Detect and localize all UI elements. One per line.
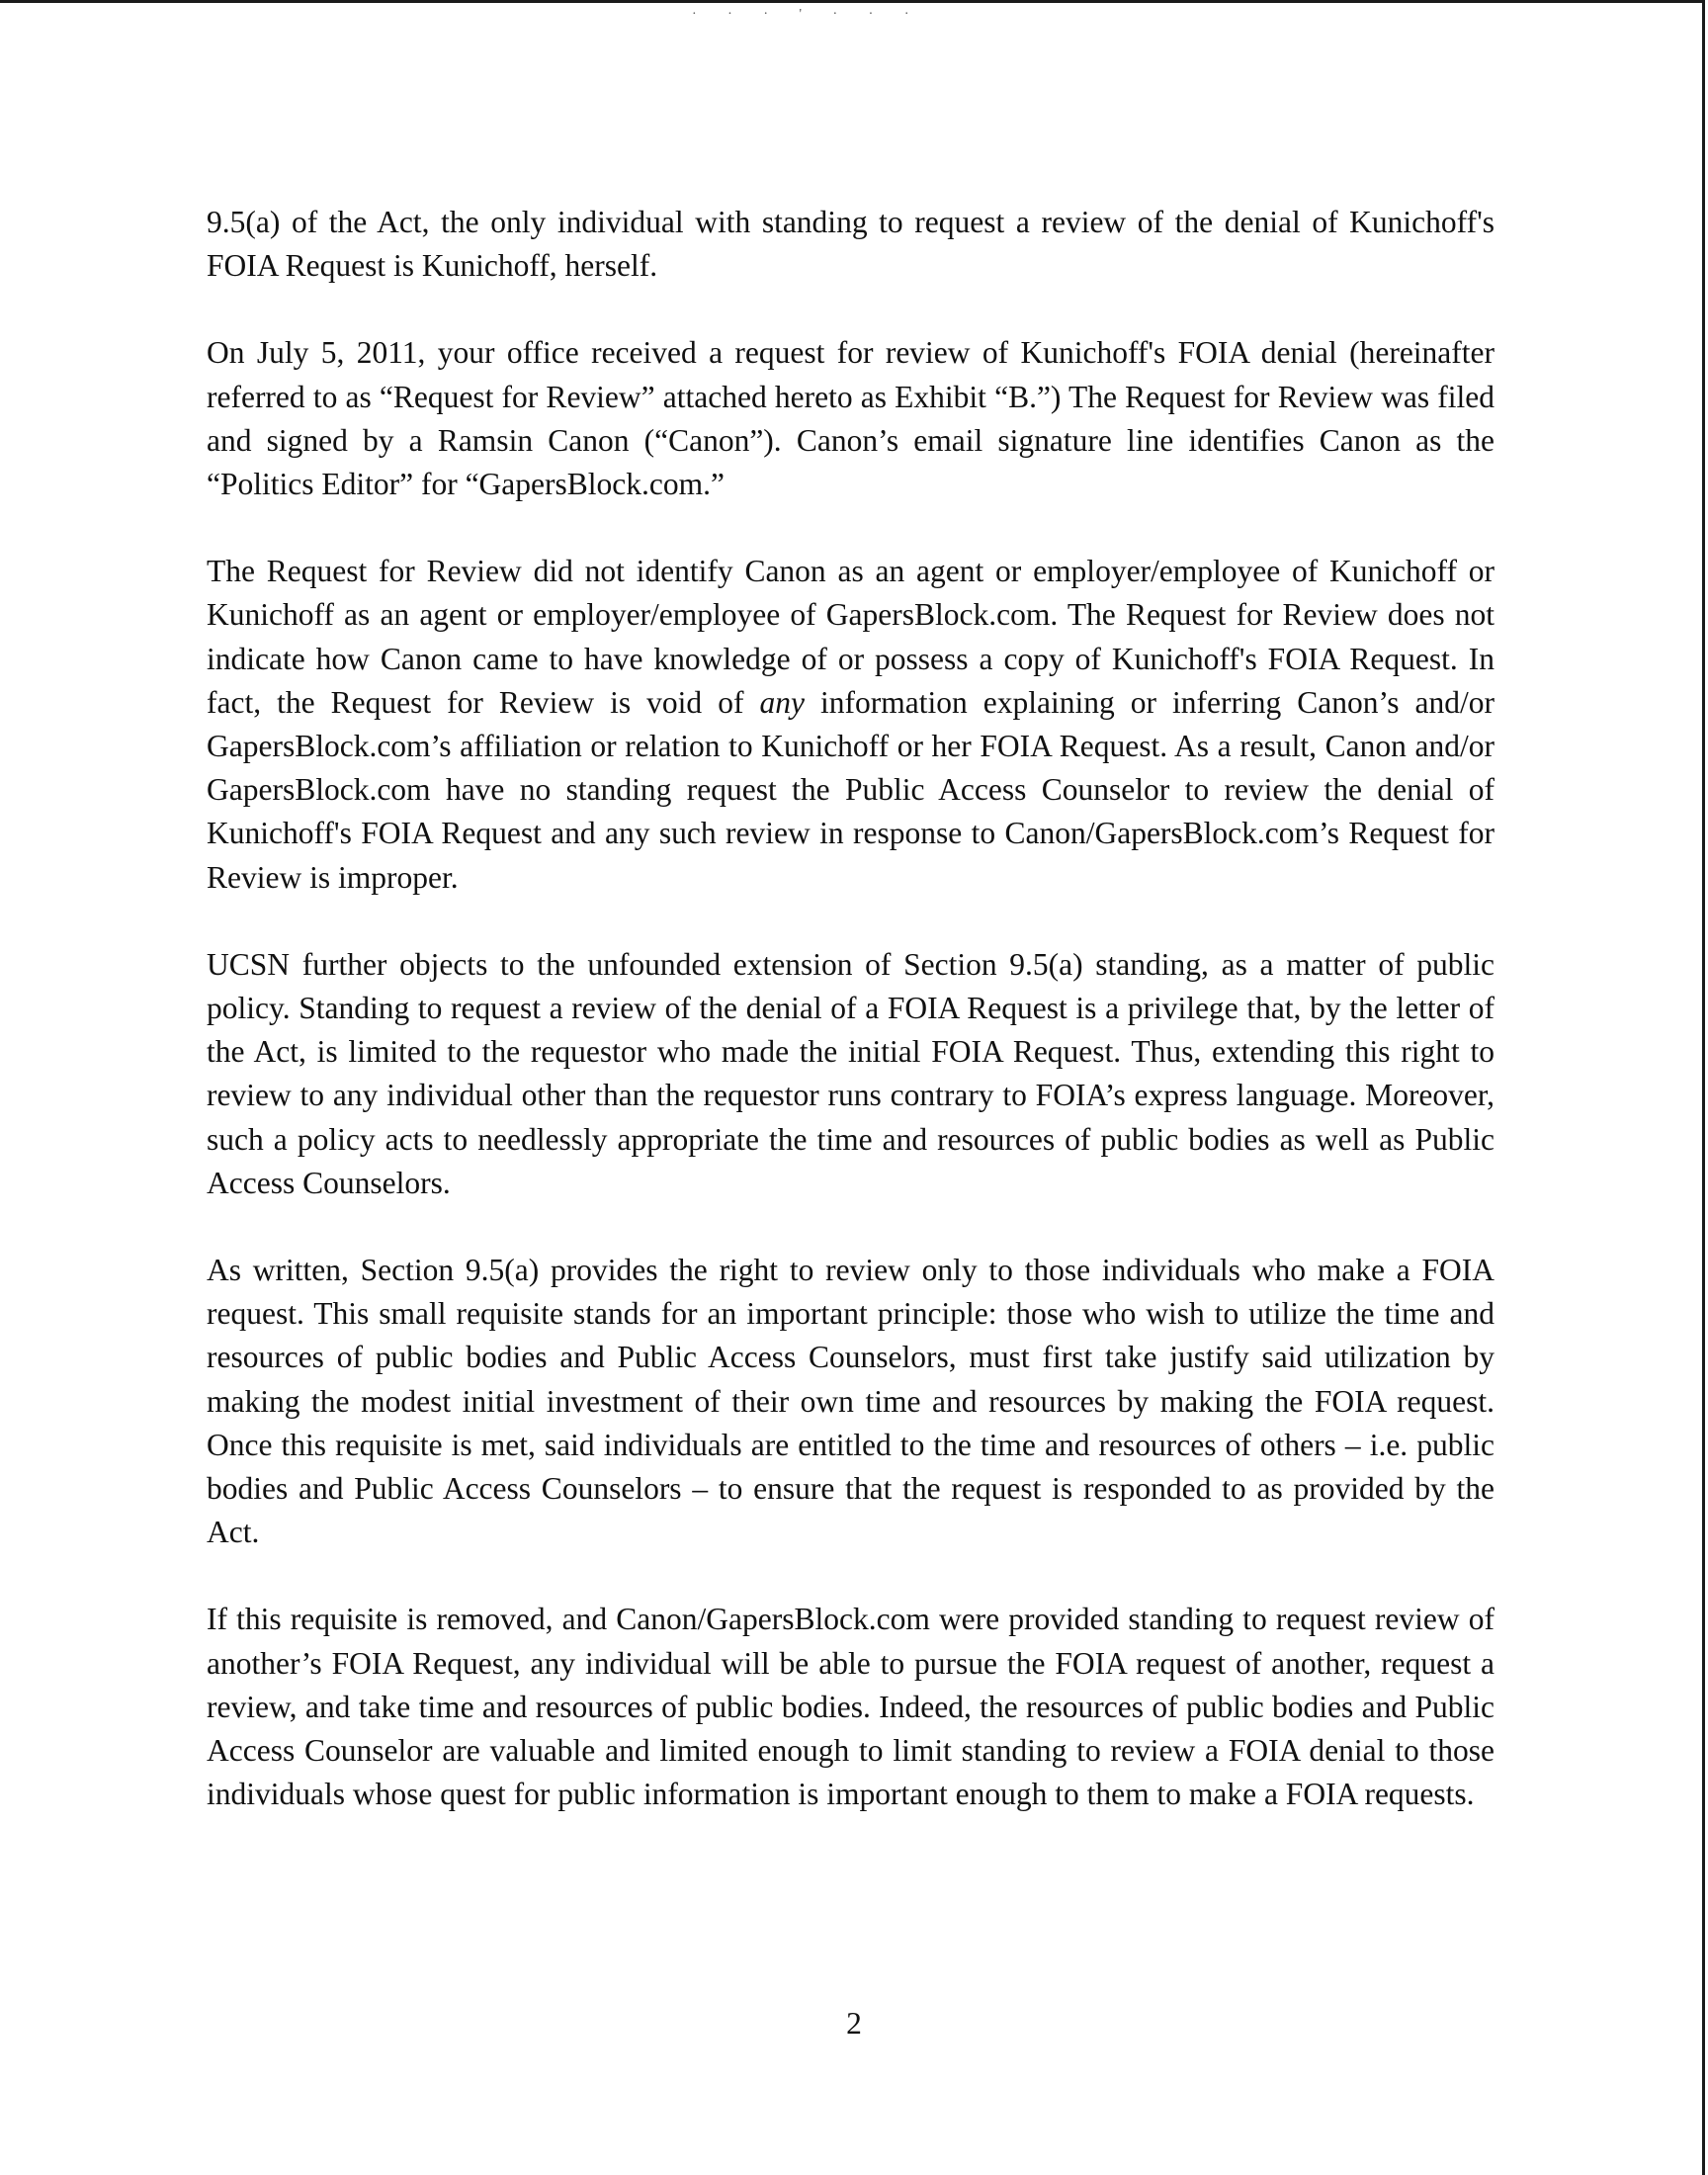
paragraph-standing-conclusion: 9.5(a) of the Act, the only individual with standing to request a review of the denial of Kunichoff's FOIA Request is Kunichoff, herself. (207, 205, 1494, 284)
emphasis-any: any (759, 684, 805, 720)
page-number: 2 (846, 2006, 862, 2041)
paragraph-requisite-removed: If this requisite is removed, and Canon/GapersBlock.com were provided standing to request review of another’s FOIA Request, any individual will be able to pursue the FOIA request of another, request a review, and take time and resources of public bodies. Indeed, the resources of public bodies and Public Access Counselor are valuable and limited enough to limit standing to review a FOIA denial to those individuals whose quest for public information is important enough to them to make a FOIA requests. (207, 1602, 1494, 1812)
paragraph-no-affiliation (207, 550, 1494, 900)
paragraph-no-affiliation-end: information explaining or inferring Canon’s and/or GapersBlock.com’s affiliation or relation to Kunichoff or her FOIA Request. As a result, Canon and/or GapersBlock.com have no standing request the Public Access Counselor to review the denial of Kunichoff's FOIA Request and any such review in response to Canon/GapersBlock.com’s Request for Review is improper. (207, 684, 1494, 895)
scan-artifact: · · · ' · · · (692, 7, 923, 22)
paragraph-request-received: On July 5, 2011, your office received a request for review of Kunichoff's FOIA denial (hereinafter referred to as “Request for Review” attached hereto as Exhibit “B.”) The Request for Review was filed and signed by a Ramsin Canon (“Canon”). Canon’s email signature line identifies Canon as the “Politics Editor” for “GapersBlock.com.” (207, 335, 1494, 502)
paragraph-no-affiliation-start: The Request for Review did not identify Canon as an agent or employer/employee of Kunichoff or Kunichoff as an agent or employer/employee of GapersBlock.com. The Request for Review does not indicate how Canon came to have knowledge of or possess a copy of Kunichoff's FOIA Request. In fact, the Request for Review is void of (207, 554, 1494, 720)
document-body (207, 201, 1494, 1861)
paragraph-public-policy: UCSN further objects to the unfounded extension of Section 9.5(a) standing, as a matter of public policy. Standing to request a review of the denial of a FOIA Request is a privilege that, by the letter of the Act, is limited to the requestor who made the initial FOIA Request. Thus, extending this right to review to any individual other than the requestor runs contrary to FOIA’s express language. Moreover, such a policy acts to needlessly appropriate the time and resources of public bodies as well as Public Access Counselors. (207, 946, 1494, 1200)
paragraph-requisite-principle: As written, Section 9.5(a) provides the right to review only to those individuals who make a FOIA request. This small requisite stands for an important principle: those who wish to utilize the time and resources of public bodies and Public Access Counselors, must first take justify said utilization by making the modest initial investment of their own time and resources by making the FOIA request. Once this requisite is met, said individuals are entitled to the time and resources of others – i.e. public bodies and Public Access Counselors – to ensure that the request is responded to as provided by the Act. (207, 1253, 1494, 1550)
